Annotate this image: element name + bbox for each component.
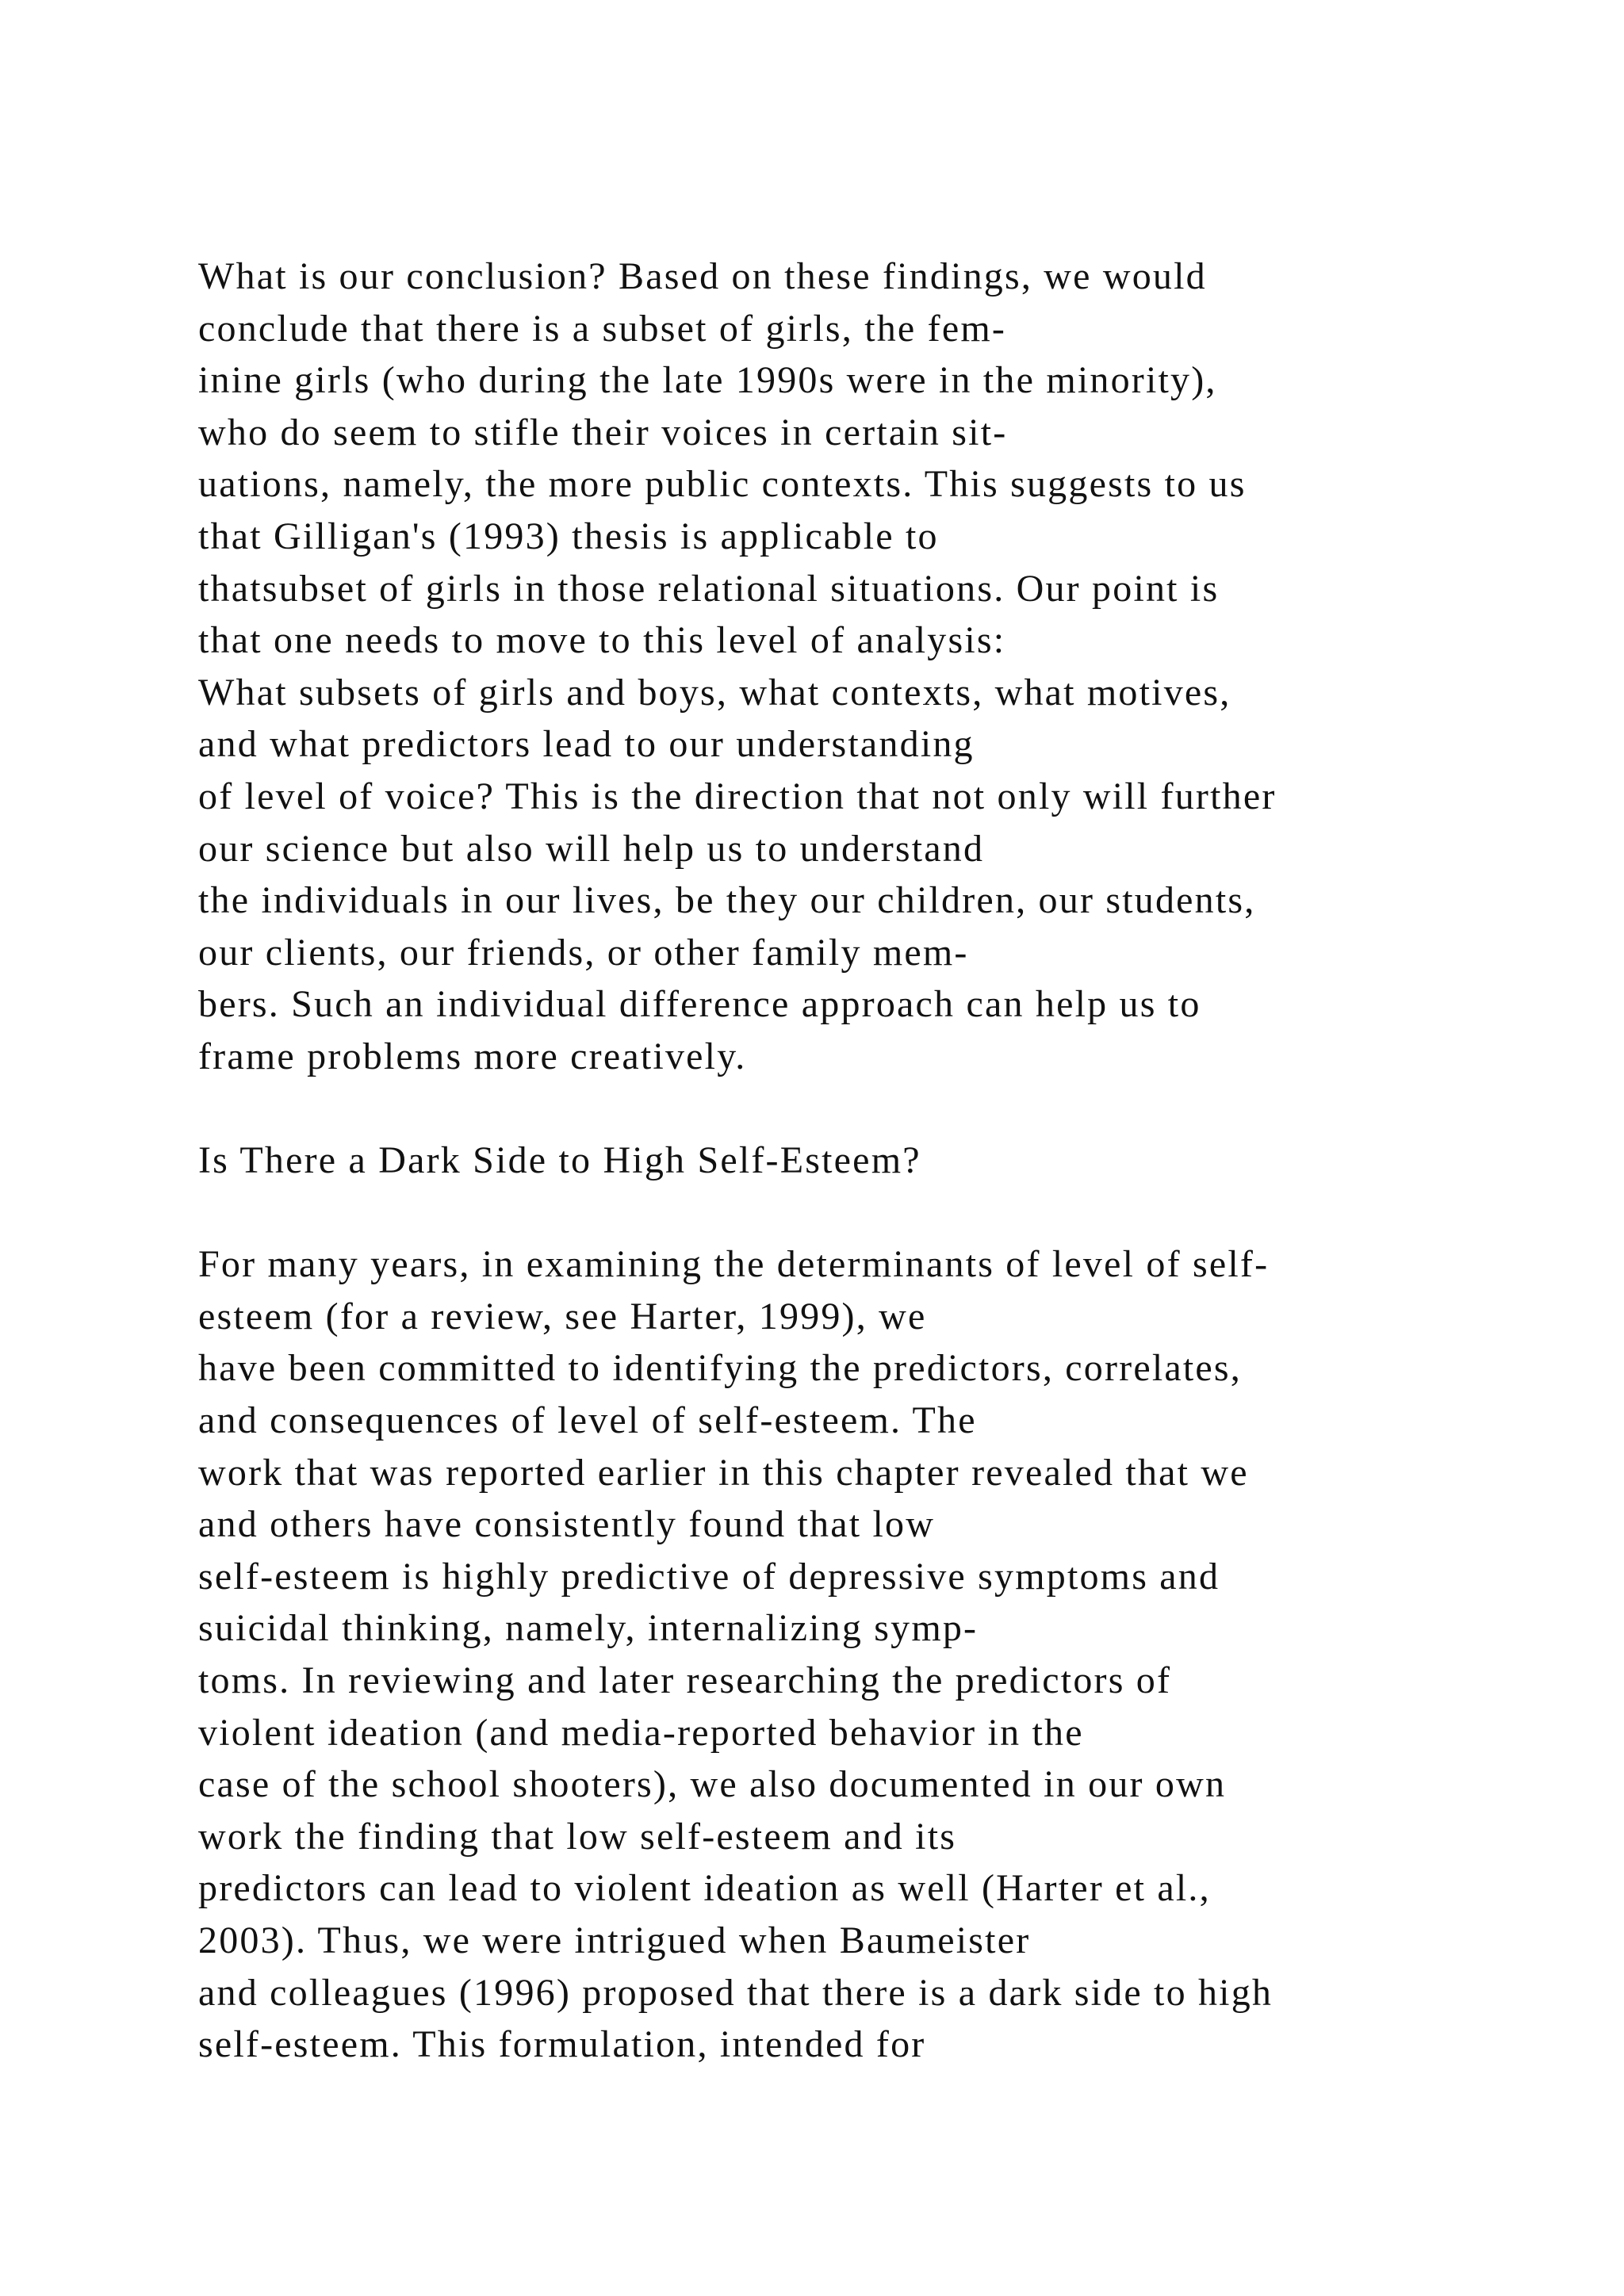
text-line: our clients, our friends, or other family mem- <box>198 931 969 974</box>
text-line: and others have consistently found that low <box>198 1503 936 1546</box>
document-body <box>198 251 1562 2071</box>
text-line: predictors can lead to violent ideation as well (Harter et al., <box>198 1867 1211 1910</box>
text-line: bers. Such an individual difference approach can help us to <box>198 983 1201 1026</box>
text-line: of level of voice? This is the direction that not only will further <box>198 775 1277 817</box>
text-line: work the finding that low self-esteem and its <box>198 1815 957 1858</box>
section-heading: Is There a Dark Side to High Self-Esteem? <box>198 1139 921 1182</box>
paragraph-spacer <box>198 1187 1562 1239</box>
text-line: self-esteem is highly predictive of depressive symptoms and <box>198 1555 1220 1598</box>
text-line: that Gilligan's (1993) thesis is applicable to <box>198 515 939 557</box>
text-line: What subsets of girls and boys, what contexts, what motives, <box>198 671 1231 714</box>
text-line: and what predictors lead to our understanding <box>198 723 975 766</box>
text-line: What is our conclusion? Based on these findings, we would <box>198 255 1207 297</box>
text-line: case of the school shooters), we also documented in our own <box>198 1763 1227 1806</box>
text-line: who do seem to stifle their voices in certain sit- <box>198 411 1008 453</box>
paragraph-dark-side <box>198 1238 1562 2071</box>
text-line: and colleagues (1996) proposed that there is a dark side to high <box>198 1971 1274 2014</box>
text-line: suicidal thinking, namely, internalizing symp- <box>198 1607 979 1650</box>
text-line: toms. In reviewing and later researching the predictors of <box>198 1659 1172 1702</box>
text-line: and consequences of level of self-esteem. The <box>198 1399 977 1442</box>
text-line: thatsubset of girls in those relational situations. Our point is <box>198 567 1220 610</box>
text-line: For many years, in examining the determinants of level of self- <box>198 1243 1270 1286</box>
text-line: our science but also will help us to understand <box>198 827 985 870</box>
paragraph-spacer <box>198 1083 1562 1135</box>
text-line: the individuals in our lives, be they our children, our students, <box>198 879 1256 922</box>
text-line: violent ideation (and media-reported behavior in the <box>198 1711 1084 1754</box>
text-line: esteem (for a review, see Harter, 1999), we <box>198 1295 927 1337</box>
text-line: 2003). Thus, we were intrigued when Baumeister <box>198 1919 1031 1961</box>
text-line: frame problems more creatively. <box>198 1035 747 1077</box>
text-line: inine girls (who during the late 1990s were in the minority), <box>198 359 1217 402</box>
text-line: conclude that there is a subset of girls, the fem- <box>198 307 1007 350</box>
text-line: have been committed to identifying the predictors, correlates, <box>198 1347 1242 1390</box>
paragraph-conclusion <box>198 251 1562 1083</box>
text-line: work that was reported earlier in this chapter revealed that we <box>198 1451 1249 1494</box>
text-line: uations, namely, the more public contexts. This suggests to us <box>198 463 1247 506</box>
text-line: that one needs to move to this level of analysis: <box>198 619 1006 662</box>
text-line: self-esteem. This formulation, intended for <box>198 2023 926 2066</box>
